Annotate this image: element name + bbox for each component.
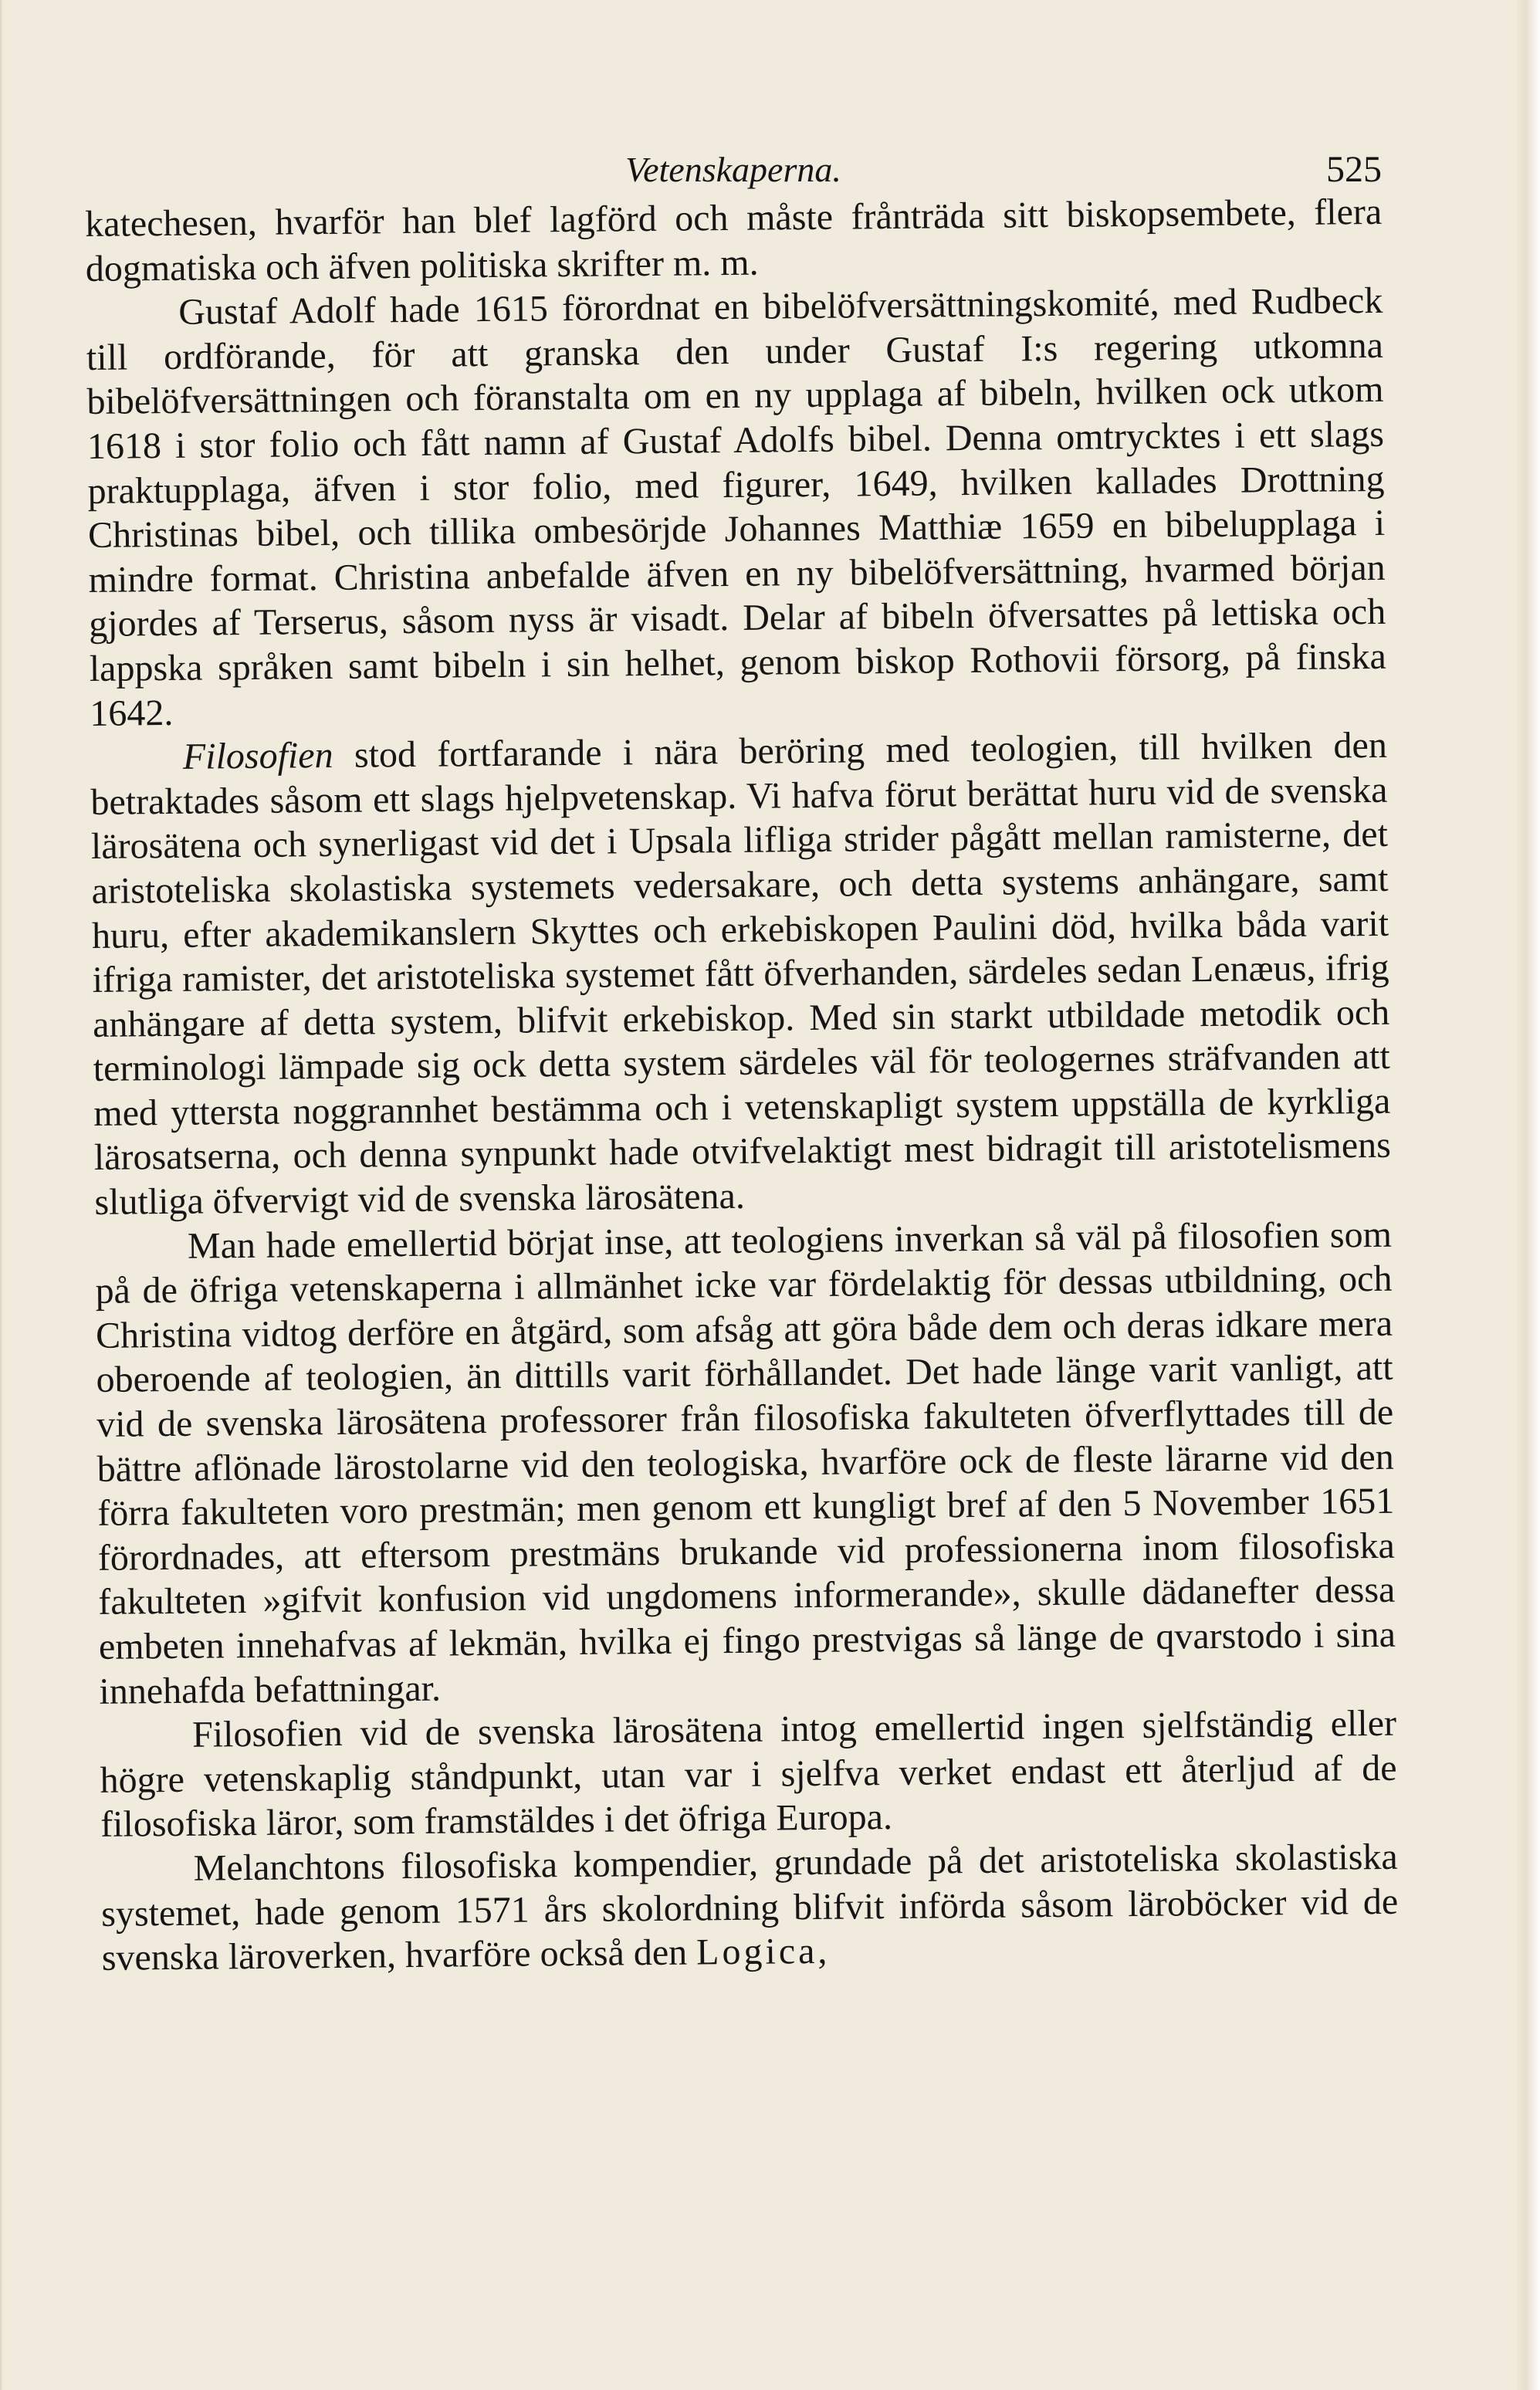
paragraph-philosophy-status: Filosofien vid de svenska lärosätena intog emellertid ingen sjelfständig eller högre vetenskaplig ståndpunkt, utan var i sjelfva verket endast ett återljud af de filosofiska läror, som framstäldes i det öfriga Europa.	[100, 1702, 1397, 1846]
paragraph-bible-translation: Gustaf Adolf hade 1615 förordnat en bibelöfversättningskomité, med Rudbeck till ordförande, för att granska den under Gustaf I:s regering utkomna bibelöfversättningen och föranstalta om en ny upplaga af bibeln, hvilken ock utkom 1618 i stor folio och fått namn af Gustaf Adolfs bibel. Denna omtrycktes i ett slags praktupplaga, äfven i stor folio, med figurer, 1649, hvilken kallades Drottning Christinas bibel, och tillika ombesörjde Johannes Matthiæ 1659 en bibelupplaga i mindre format. Christina anbefalde äfven en ny bibelöfversättning, hvarmed början gjordes af Terserus, såsom nyss är visadt. Delar af bibeln öfversattes på lettiska och lappska språken samt bibeln i sin helhet, genom biskop Rothovii försorg, på finska 1642.	[86, 280, 1386, 734]
spaced-term: Logica,	[696, 1930, 831, 1973]
paragraph-philosophy-text: stod fortfarande i nära beröring med teologien, till hvilken den betraktades såsom ett slags hjelpvetenskap. Vi hafva förut berättat huru vid de svenska lärosätena och synerligast vid det i Upsala lifliga strider pågått mellan ramisterne, det aristoteliska skolastiska systemets vedersakare, och detta systems anhängare, samt huru, efter akademikanslern Skyttes och erkebiskopen Paulini död, hvilka båda varit ifriga ramister, det aristoteliska systemet fått öfverhanden, särdeles sedan Lenæus, ifrig anhängare af detta system, blifvit erkebiskop. Med sin starkt utbildade metodik och terminologi lämpade sig ock detta system särdeles väl för teologernes sträfvanden att med yttersta noggrannhet bestämma och i vetenskapligt system uppställa de kyrkliga lärosatserna, och denna synpunkt hade otvifvelaktigt mest bidragit till aristotelismens slutliga öfvervigt vid de svenska lärosätena.	[90, 724, 1392, 1224]
paragraph-philosophy	[90, 723, 1392, 1225]
body-text	[85, 190, 1399, 1981]
page-edge	[1517, 0, 1540, 2390]
paragraph-melanchthon	[100, 1835, 1399, 1981]
paragraph-continuation: katechesen, hvarför han blef lagförd och måste frånträda sitt biskopsembete, flera dogmatiska och äfven politiska skrifter m. m.	[85, 191, 1383, 289]
italic-term: Filosofien	[182, 735, 333, 777]
paragraph-theology-influence: Man hade emellertid börjat inse, att teologiens inverkan så väl på filosofien som på de öfriga vetenskaperna i allmänhet icke var fördelaktig för dessas utbildning, och Christina vidtog derföre en åtgärd, som afsåg att göra både dem och deras idkare mera oberoende af teologien, än dittills varit förhållandet. Det hade länge varit vanligt, att vid de svenska lärosätena professorer från filosofiska fakulteten öfverflyttades till de bättre aflönade lärostolarne vid den teologiska, hvarföre ock de fleste lärarne vid den förra fakulteten voro prestmän; men genom ett kungligt bref af den 5 November 1651 förordnades, att eftersom prestmäns brukande vid professionerna inom filosofiska fakulteten »gifvit konfusion vid ungdomens informerande», skulle dädanefter dessa embeten innehafvas af lekmän, hvilka ej fingo prestvigas så länge de qvarstodo i sina innehafda befattningar.	[95, 1214, 1396, 1712]
running-title: Vetenskaperna.	[625, 150, 841, 189]
page-number: 525	[1326, 149, 1382, 190]
page-crease	[0, 0, 3, 2390]
paragraph-melanchthon-text: Melanchtons filosofiska kompendier, grundade på det aristoteliska skolastiska systemet, hade genom 1571 års skolordning blifvit införda såsom läroböcker vid de svenska läroverken, hvarföre också den	[101, 1836, 1399, 1979]
